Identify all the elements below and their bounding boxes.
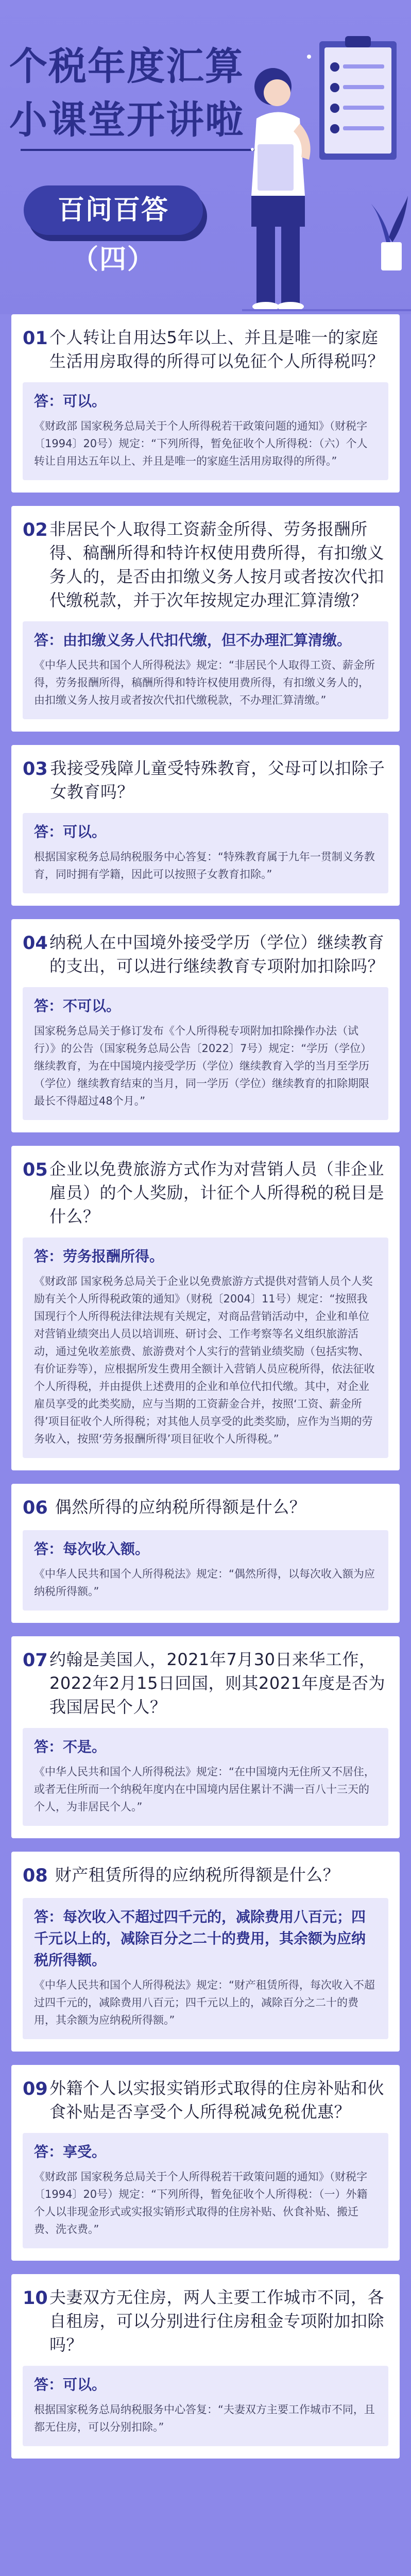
question-text: 我接受残障儿童受特殊教育，父母可以扣除子女教育吗？	[50, 758, 385, 802]
qa-card	[11, 1636, 400, 1838]
card-gap	[11, 1132, 400, 1146]
checklist-board-illustration	[319, 36, 397, 160]
answer-detail: 《财政部 国家税务总局关于个人所得税若干政策问题的通知》（财税字〔1994〕20号）规定：“下列所得，暂免征收个人所得税：（一）外籍个人以非现金形式或实报实销形式取得的住房补贴、伙食补贴、搬迁费、洗衣费。”	[34, 2171, 368, 2235]
subtitle-pill: 百问百答（四）	[24, 185, 203, 235]
qa-card	[11, 1852, 400, 2052]
answer-detail: 《财政部 国家税务总局关于个人所得税若干政策问题的通知》（财税字〔1994〕20号）规定：“下列所得，暂免征收个人所得税：（六）个人转让自用达五年以上、并且是唯一的家庭生活用房取得的所得。”	[34, 420, 368, 467]
answer-summary: 答：不可以。	[34, 997, 121, 1014]
title-underline	[21, 149, 255, 151]
answer-detail: 《中华人民共和国个人所得税法》规定：“在中国境内无住所又不居住，或者无住所而一个纳税年度内在中国境内居住累计不满一百八十三天的个人，为非居民个人。”	[34, 1766, 375, 1813]
qa-card	[11, 919, 400, 1132]
qa-card	[11, 1146, 400, 1470]
question-row	[23, 2076, 388, 2124]
qa-card	[11, 1484, 400, 1623]
answer-box	[23, 987, 388, 1120]
question-row	[23, 326, 388, 373]
question-row	[23, 2285, 388, 2357]
question-row	[23, 1157, 388, 1228]
answer-detail: 根据国家税务总局纳税服务中心答复：“特殊教育属于九年一贯制义务教育，同时拥有学籍，因此可以按照子女教育扣除。”	[34, 851, 375, 880]
answer-box	[23, 2133, 388, 2248]
question-text: 财产租赁所得的应纳税所得额是什么？	[55, 1865, 340, 1885]
answer-box	[23, 1530, 388, 1611]
question-row	[23, 1863, 388, 1889]
question-number: 04	[23, 933, 48, 954]
card-gap	[11, 732, 400, 745]
question-text: 个人转让自用达5年以上、并且是唯一的家庭生活用房取得的所得可以免征个人所得税吗？	[49, 328, 385, 371]
question-number: 07	[23, 1650, 48, 1671]
question-text: 外籍个人以实报实销形式取得的住房补贴和伙食补贴是否享受个人所得税减免税优惠？	[49, 2078, 385, 2122]
answer-detail: 《中华人民共和国个人所得税法》规定：“偶然所得，以每次收入额为应纳税所得额。”	[34, 1568, 375, 1598]
question-text: 约翰是美国人，2021年7月30日来华工作，2022年2月15日回国，则其2021年度是否为我国居民个人？	[49, 1650, 385, 1717]
qa-card	[11, 2274, 400, 2459]
question-number: 06	[23, 1498, 48, 1518]
question-number: 08	[23, 1866, 48, 1886]
answer-box	[23, 1898, 388, 2039]
card-gap	[11, 1623, 400, 1636]
answer-summary: 答：可以。	[34, 823, 107, 840]
answer-detail: 《中华人民共和国个人所得税法》规定：“财产租赁所得，每次收入不超过四千元的，减除费用八百元；四千元以上的，减除百分之二十的费用，其余额为应纳税所得额。”	[34, 1979, 375, 2026]
answer-summary: 答：可以。	[34, 2376, 107, 2393]
answer-summary: 答：每次收入额。	[34, 1540, 150, 1557]
qa-list	[11, 314, 400, 2459]
card-gap	[11, 906, 400, 919]
card-gap	[11, 1470, 400, 1484]
question-number: 05	[23, 1160, 48, 1180]
qa-card	[11, 506, 400, 732]
answer-summary: 答：由扣缴义务人代扣代缴，但不办理汇算清缴。	[34, 632, 352, 649]
question-number: 10	[23, 2288, 48, 2309]
card-gap	[11, 2261, 400, 2274]
question-number: 09	[23, 2079, 48, 2099]
answer-box	[23, 1728, 388, 1826]
question-number: 03	[23, 759, 48, 779]
answer-box	[23, 1238, 388, 1458]
card-gap	[11, 1838, 400, 1852]
answer-box	[23, 813, 388, 893]
person-with-clipboard-illustration	[242, 21, 411, 330]
answer-box	[23, 621, 388, 719]
answer-detail: 根据国家税务总局纳税服务中心答复：“夫妻双方主要工作城市不同，且都无住房，可以分别扣除。”	[34, 2403, 375, 2433]
question-text: 非居民个人取得工资薪金所得、劳务报酬所得、稿酬所得和特许权使用费所得，有扣缴义务人的，是否由扣缴义务人按月或者按次代扣代缴税款，并于次年按规定办理汇算清缴？	[49, 519, 385, 610]
question-row	[23, 756, 388, 804]
card-gap	[11, 493, 400, 506]
answer-summary: 答：可以。	[34, 393, 107, 410]
answer-box	[23, 2366, 388, 2446]
question-number: 01	[23, 328, 48, 349]
question-row	[23, 930, 388, 978]
page-title-line-1: 个税年度汇算	[9, 44, 244, 89]
question-text: 企业以免费旅游方式作为对营销人员（非企业雇员）的个人奖励，计征个人所得税的税目是什么？	[49, 1159, 385, 1226]
answer-summary: 答：每次收入不超过四千元的，减除费用八百元；四千元以上的，减除百分之二十的费用，其余额为应纳税所得额。	[34, 1908, 366, 1969]
answer-detail: 《财政部 国家税务总局关于企业以免费旅游方式提供对营销人员个人奖励有关个人所得税政策的通知》（财税〔2004〕11号）规定：“按照我国现行个人所得税法律法规有关规定，对商品营销活动中，企业和单位对营销业绩突出人员以培训班、研讨会、工作考察等名义组织旅游活动，通过免收差旅费、旅游费对个人实行的营销业绩奖励（包括实物、有价证券等），应根据所发生费用全额计入营销人员应税所得，依法征收个人所得税，并由提供上述费用的企业和单位代扣代缴。其中，对企业雇员享受的此类奖励，应与当期的工资薪金合并，按照‘工资、薪金所得’项目征收个人所得税；对其他人员享受的此类奖励，应作为当期的劳务收入，按照‘劳务报酬所得’项目征收个人所得税。”	[34, 1275, 375, 1445]
question-text: 偶然所得的应纳税所得额是什么？	[55, 1497, 306, 1517]
question-row	[23, 517, 388, 612]
header	[0, 0, 411, 314]
qa-card	[11, 2065, 400, 2261]
answer-summary: 答：享受。	[34, 2143, 107, 2160]
question-text: 纳税人在中国境外接受学历（学位）继续教育的支出，可以进行继续教育专项附加扣除吗？	[49, 933, 385, 976]
page-title-line-2: 小课堂开讲啦	[9, 98, 244, 142]
question-row	[23, 1648, 388, 1719]
answer-detail: 国家税务总局关于修订发布《个人所得税专项附加扣除操作办法（试行）》的公告（国家税务总局公告〔2022〕7号）规定：“学历（学位）继续教育，为在中国境内接受学历（学位）继续教育入学的当月至学历（学位）继续教育结束的当月，同一学历（学位）继续教育的扣除期限最长不得超过48个月。”	[34, 1025, 372, 1107]
answer-box	[23, 382, 388, 480]
question-row	[23, 1495, 388, 1521]
qa-card	[11, 745, 400, 906]
qa-card	[11, 314, 400, 493]
answer-summary: 答：不是。	[34, 1738, 107, 1755]
card-gap	[11, 2052, 400, 2065]
question-text: 夫妻双方无住房，两人主要工作城市不同，各自租房，可以分别进行住房租金专项附加扣除吗？	[49, 2287, 385, 2354]
answer-summary: 答：劳务报酬所得。	[34, 1248, 164, 1265]
answer-detail: 《中华人民共和国个人所得税法》规定：“非居民个人取得工资、薪金所得，劳务报酬所得，稿酬所得和特许权使用费所得，有扣缴义务人的，由扣缴义务人按月或者按次代扣代缴税款，不办理汇算清缴。”	[34, 659, 375, 706]
question-number: 02	[23, 520, 48, 540]
